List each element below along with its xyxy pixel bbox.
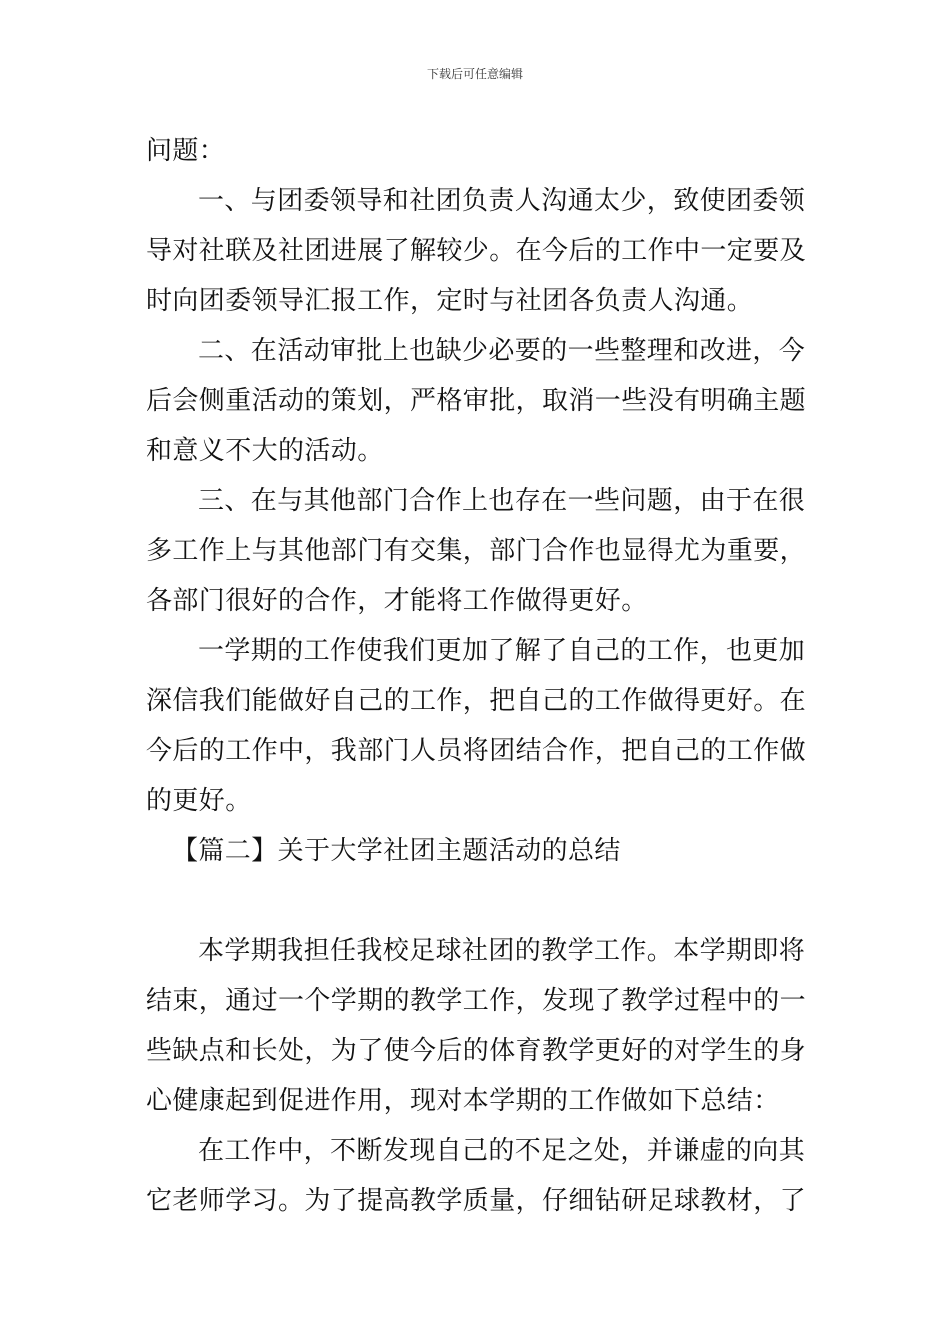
- text-line: 些缺点和长处，为了使今后的体育教学更好的对学生的身: [146, 1036, 807, 1066]
- text-line: 时向团委领导汇报工作，定时与社团各负责人沟通。: [146, 286, 754, 316]
- text-line: 本学期我担任我校足球社团的教学工作。本学期即将: [198, 936, 806, 966]
- text-line: 一、与团委领导和社团负责人沟通太少，致使团委领: [198, 186, 806, 216]
- text-line: 今后的工作中，我部门人员将团结合作，把自己的工作做: [146, 736, 807, 766]
- text-line: 的更好。: [146, 786, 252, 816]
- text-line: 导对社联及社团进展了解较少。在今后的工作中一定要及: [146, 236, 807, 266]
- text-line: 多工作上与其他部门有交集，部门合作也显得尤为重要，: [146, 536, 807, 566]
- text-line: 心健康起到促进作用，现对本学期的工作做如下总结：: [146, 1086, 780, 1116]
- text-line: 结束，通过一个学期的教学工作，发现了教学过程中的一: [146, 986, 807, 1016]
- text-line: 问题：: [146, 136, 226, 166]
- text-line: 二、在活动审批上也缺少必要的一些整理和改进，今: [198, 336, 806, 366]
- text-line: 三、在与其他部门合作上也存在一些问题，由于在很: [198, 486, 806, 516]
- text-line: 后会侧重活动的策划，严格审批，取消一些没有明确主题: [146, 386, 807, 416]
- text-line: 深信我们能做好自己的工作，把自己的工作做得更好。在: [146, 686, 807, 716]
- blank-line: [146, 876, 810, 926]
- page-header: 下载后可任意编辑: [426, 67, 523, 81]
- text-line: 和意义不大的活动。: [146, 436, 384, 466]
- section-heading: 【篇二】关于大学社团主题活动的总结: [172, 836, 621, 866]
- text-line: 各部门很好的合作，才能将工作做得更好。: [146, 586, 648, 616]
- document-body: [146, 126, 810, 1226]
- text-line: 在工作中，不断发现自己的不足之处，并谦虚的向其: [198, 1136, 806, 1166]
- text-line: 一学期的工作使我们更加了解了自己的工作，也更加: [198, 636, 806, 666]
- text-line: 它老师学习。为了提高教学质量，仔细钻研足球教材，了: [146, 1186, 807, 1216]
